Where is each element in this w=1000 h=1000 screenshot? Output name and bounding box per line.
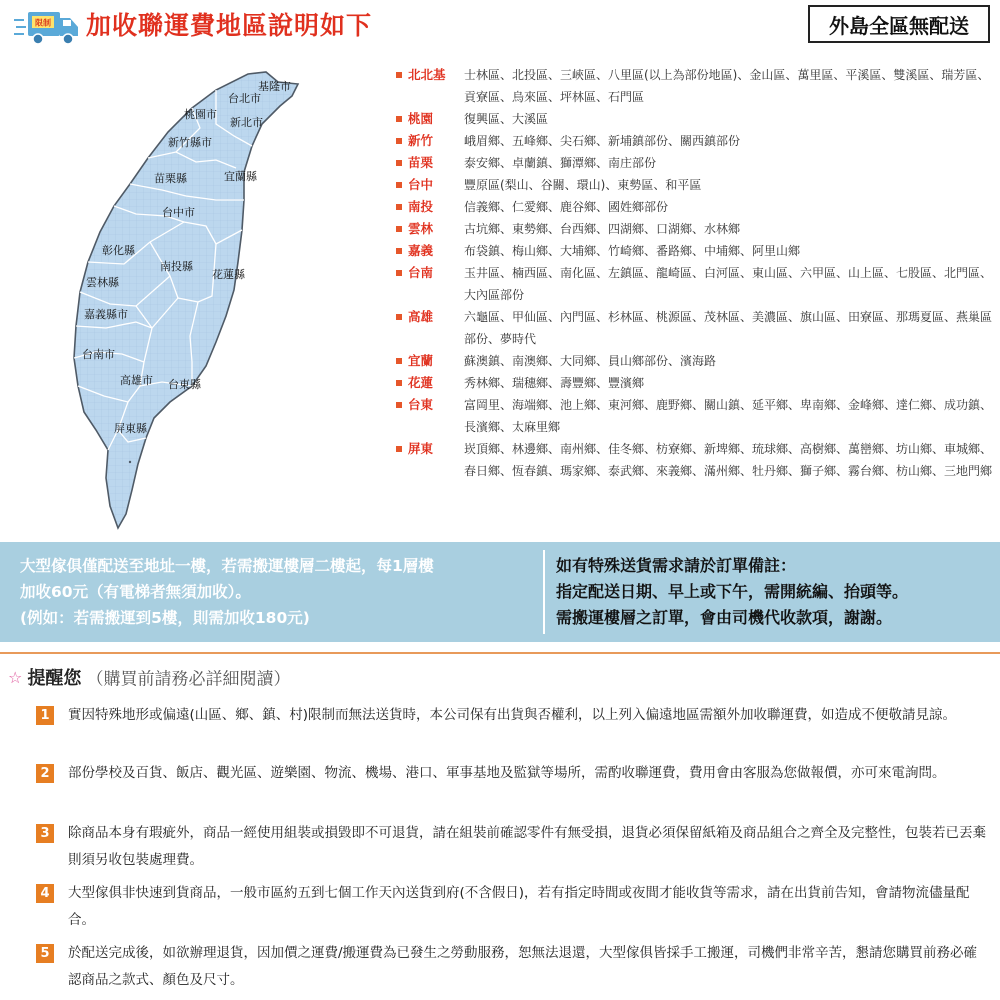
region-areas: 富岡里、海端鄉、池上鄉、東河鄉、鹿野鄉、關山鎮、延平鄉、卑南鄉、金峰鄉、達仁鄉、成功鎮、長濱鄉、太麻里鄉 [464,398,993,434]
region-name: 北北基 [408,67,446,82]
map-label-taoyuan: 桃園市 [184,108,217,121]
region-row [396,152,996,174]
region-name: 台東 [408,397,434,412]
bullet-square-icon [396,116,402,122]
region-row [396,240,996,262]
remote-region-list [396,64,996,482]
reminder-item [36,940,986,994]
region-row [396,262,996,306]
region-name: 高雄 [408,309,434,324]
region-name: 南投 [408,199,434,214]
region-areas: 布袋鎮、梅山鄉、大埔鄉、竹崎鄉、番路鄉、中埔鄉、阿里山鄉 [464,244,801,258]
region-areas: 玉井區、楠西區、南化區、左鎮區、龍崎區、白河區、東山區、六甲區、山上區、七股區、北門區、大內區部份 [464,266,993,302]
region-areas: 古坑鄉、東勢鄉、台西鄉、四湖鄉、口湖鄉、水林鄉 [464,222,741,236]
map-label-chiayi: 嘉義縣市 [84,308,128,321]
map-label-yilan: 宜蘭縣 [224,170,257,183]
truck-sign-text: 限制 [35,18,51,28]
bullet-square-icon [396,248,402,254]
reminder-number-badge: 2 [36,764,54,783]
delivery-truck-icon [14,8,80,48]
reminder-item [36,760,986,787]
reminder-title: 提醒您 [27,668,82,689]
region-name: 桃園 [408,111,434,126]
bullet-square-icon [396,380,402,386]
map-label-pingtung: 屏東縣 [114,422,147,435]
bullet-square-icon [396,138,402,144]
bullet-square-icon [396,314,402,320]
reminder-heading [8,664,291,690]
floor-fee-line-2: 加收60元（有電梯者無須加收）。 [20,583,251,601]
region-areas: 泰安鄉、卓蘭鎮、獅潭鄉、南庄部份 [464,156,657,170]
region-name: 台南 [408,265,434,280]
region-row [396,438,996,482]
map-label-keelung: 基隆市 [258,80,291,93]
special-request-line-1: 如有特殊送貨需求請於訂單備註： [556,556,797,575]
region-row [396,130,996,152]
special-request-line-3: 需搬運樓層之訂單，會由司機代收款項，謝謝。 [556,608,893,627]
region-areas: 六龜區、甲仙區、內門區、杉林區、桃源區、茂林區、美濃區、旗山區、田寮區、那瑪夏區、燕巢區部份、夢時代 [464,310,993,346]
region-areas: 復興區、大溪區 [464,112,549,126]
region-row [396,394,996,438]
star-icon: ☆ [8,667,23,687]
bullet-square-icon [396,72,402,78]
map-label-changhua: 彰化縣 [102,244,135,257]
region-row [396,108,996,130]
map-label-tainan: 台南市 [82,348,115,361]
reminder-text: 實因特殊地形或偏遠(山區、鄉、鎮、村)限制而無法送貨時，本公司保有出貨與否權利，以上列入偏遠地區需額外加收聯運費，如造成不便敬請見諒。 [68,707,957,723]
region-areas: 崁頂鄉、林邊鄉、南州鄉、佳冬鄉、枋寮鄉、新埤鄉、琉球鄉、高樹鄉、萬巒鄉、坊山鄉、車城鄉、春日鄉、恆春鎮、瑪家鄉、泰武鄉、來義鄉、滿州鄉、牡丹鄉、獅子鄉、霧台鄉、枋山鄉、三地門鄉 [464,442,993,478]
map-label-new-taipei: 新北市 [230,116,263,129]
reminder-text: 大型傢俱非快速到貨商品，一般市區約五到七個工作天內送貨到府(不含假日)，若有指定時間或夜間才能收貨等需求，請在出貨前告知，會請物流儘量配合。 [68,885,970,928]
region-row [396,372,996,394]
special-request-notice [556,553,996,631]
region-name: 嘉義 [408,243,434,258]
region-row [396,350,996,372]
band-divider [543,550,545,634]
region-areas: 信義鄉、仁愛鄉、鹿谷鄉、國姓鄉部份 [464,200,669,214]
map-label-nantou: 南投縣 [160,260,193,273]
region-areas: 秀林鄉、瑞穗鄉、壽豐鄉、豐濱鄉 [464,376,645,390]
section-divider [0,652,1000,654]
region-name: 新竹 [408,133,434,148]
reminder-text: 除商品本身有瑕疵外，商品一經使用組裝或損毀即不可退貨，請在組裝前確認零件有無受損，退貨必須保留紙箱及商品組合之齊全及完整性，包裝若已丟棄則須另收包裝處理費。 [68,825,986,868]
bullet-square-icon [396,446,402,452]
map-label-kaohsiung: 高雄市 [120,374,153,387]
reminder-number-badge: 1 [36,706,54,725]
region-row [396,196,996,218]
island-notice-box: 外島全區無配送 [808,5,990,43]
floor-fee-line-3: (例如：若需搬運到5樓，則需加收180元) [20,609,310,627]
region-row [396,174,996,196]
reminder-item [36,820,986,874]
region-name: 台中 [408,177,434,192]
taiwan-map [66,66,318,536]
bullet-square-icon [396,226,402,232]
map-label-taipei: 台北市 [228,92,261,105]
region-areas: 蘇澳鎮、南澳鄉、大同鄉、員山鄉部份、濱海路 [464,354,717,368]
map-label-hsinchu: 新竹縣市 [168,136,212,149]
reminder-number-badge: 4 [36,884,54,903]
region-areas: 豐原區(梨山、谷關、環山)、東勢區、和平區 [464,178,702,192]
map-label-hualien: 花蓮縣 [212,268,245,281]
map-label-yunlin: 雲林縣 [86,276,119,289]
map-label-taitung: 台東縣 [168,378,201,391]
reminder-number-badge: 5 [36,944,54,963]
bullet-square-icon [396,204,402,210]
region-row [396,306,996,350]
reminder-item [36,880,986,934]
page-title: 加收聯運費地區說明如下 [86,11,373,40]
region-row [396,64,996,108]
reminder-text: 於配送完成後，如欲辦理退貨，因加價之運費/搬運費為已發生之勞動服務，恕無法退還，大型傢俱皆採手工搬運，司機們非常辛苦，懇請您購買前務必確認商品之款式、顏色及尺寸。 [68,945,978,988]
region-name: 雲林 [408,221,434,236]
region-areas: 峨眉鄉、五峰鄉、尖石鄉、新埔鎮部份、關西鎮部份 [464,134,741,148]
bullet-square-icon [396,160,402,166]
reminder-text: 部份學校及百貨、飯店、觀光區、遊樂園、物流、機場、港口、軍事基地及監獄等場所，需酌收聯運費，費用會由客服為您做報價，亦可來電詢問。 [68,765,946,781]
special-request-line-2: 指定配送日期、早上或下午，需開統編、抬頭等。 [556,582,909,601]
region-name: 苗栗 [408,155,434,170]
bullet-square-icon [396,402,402,408]
reminder-subtitle: （購買前請務必詳細閱讀） [86,669,291,690]
bullet-square-icon [396,182,402,188]
floor-fee-notice [20,553,540,631]
region-name: 宜蘭 [408,353,434,368]
bullet-square-icon [396,270,402,276]
region-row [396,218,996,240]
map-label-taichung: 台中市 [162,206,195,219]
reminder-item [36,702,986,729]
bullet-square-icon [396,358,402,364]
reminder-number-badge: 3 [36,824,54,843]
region-name: 屏東 [408,441,434,456]
map-label-miaoli: 苗栗縣 [154,172,187,185]
region-name: 花蓮 [408,375,434,390]
floor-fee-line-1: 大型傢俱僅配送至地址一樓，若需搬運樓層二樓起，每1層樓 [20,557,434,575]
region-areas: 士林區、北投區、三峽區、八里區(以上為部份地區)、金山區、萬里區、平溪區、雙溪區、瑞芳區、貢寮區、烏來區、坪林區、石門區 [464,68,990,104]
